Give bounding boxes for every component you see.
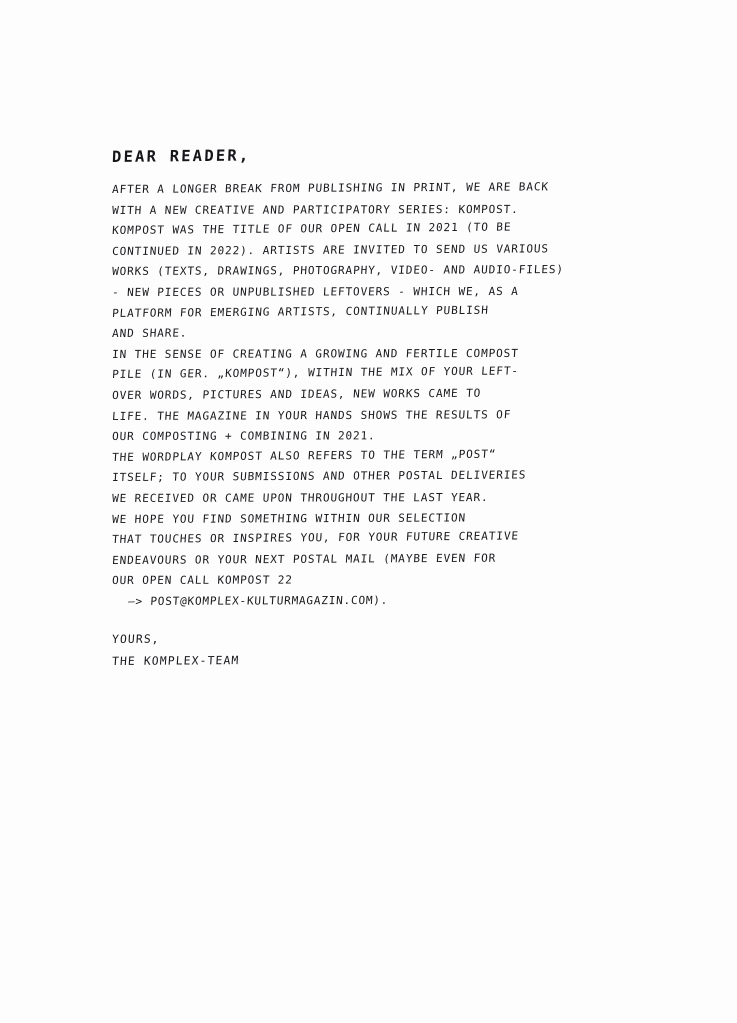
body-line: AND SHARE. — [111, 326, 188, 341]
body-line: OUR OPEN CALL KOMPOST 22 — [111, 573, 294, 588]
signoff-block — [112, 628, 612, 672]
body-line: THAT TOUCHES OR INSPIRES YOU, FOR YOUR FUTURE CREATIVE — [111, 529, 520, 547]
body-line: KOMPOST WAS THE TITLE OF OUR OPEN CALL IN 2021 (TO BE — [111, 220, 512, 238]
contact-email-line[interactable]: —> POST@KOMPLEX-KULTURMAGAZIN.COM). — [127, 593, 389, 608]
body-line: ITSELF; TO YOUR SUBMISSIONS AND OTHER POSTAL DELIVERIES — [111, 468, 527, 485]
body-line: PILE (IN GER. „KOMPOST“), WITHIN THE MIX OF YOUR LEFT- — [111, 364, 520, 382]
body-line: WE RECEIVED OR CAME UPON THROUGHOUT THE LAST YEAR. — [111, 490, 489, 505]
body-line: WE HOPE YOU FIND SOMETHING WITHIN OUR SELECTION — [111, 510, 467, 526]
letter-block — [112, 148, 612, 672]
body-line: OVER WORDS, PICTURES AND IDEAS, NEW WORKS CAME TO — [111, 386, 482, 402]
body-line: AFTER A LONGER BREAK FROM PUBLISHING IN PRINT, WE ARE BACK — [111, 180, 550, 196]
salutation: DEAR READER, — [111, 146, 251, 166]
body-line: ENDEAVOURS OR YOUR NEXT POSTAL MAIL (MAYBE EVEN FOR — [111, 551, 497, 567]
signoff-team: THE KOMPLEX-TEAM — [111, 653, 240, 669]
letter-body — [112, 180, 612, 612]
body-line: WORKS (TEXTS, DRAWINGS, PHOTOGRAPHY, VIDEO- AND AUDIO-FILES) — [111, 263, 565, 279]
signoff-yours: YOURS, — [111, 632, 161, 647]
body-line: WITH A NEW CREATIVE AND PARTICIPATORY SERIES: KOMPOST. — [111, 202, 520, 217]
body-line: OUR COMPOSTING + COMBINING IN 2021. — [111, 429, 376, 444]
body-line: PLATFORM FOR EMERGING ARTISTS, CONTINUALLY PUBLISH — [111, 303, 490, 320]
body-line: THE WORDPLAY KOMPOST ALSO REFERS TO THE TERM „POST“ — [111, 447, 497, 464]
body-line: LIFE. THE MAGAZINE IN YOUR HANDS SHOWS THE RESULTS OF — [111, 407, 512, 423]
body-line: - NEW PIECES OR UNPUBLISHED LEFTOVERS - WHICH WE, AS A — [111, 284, 520, 299]
body-line: IN THE SENSE OF CREATING A GROWING AND FERTILE COMPOST — [111, 346, 520, 361]
body-line: CONTINUED IN 2022). ARTISTS ARE INVITED TO SEND US VARIOUS — [111, 242, 550, 258]
